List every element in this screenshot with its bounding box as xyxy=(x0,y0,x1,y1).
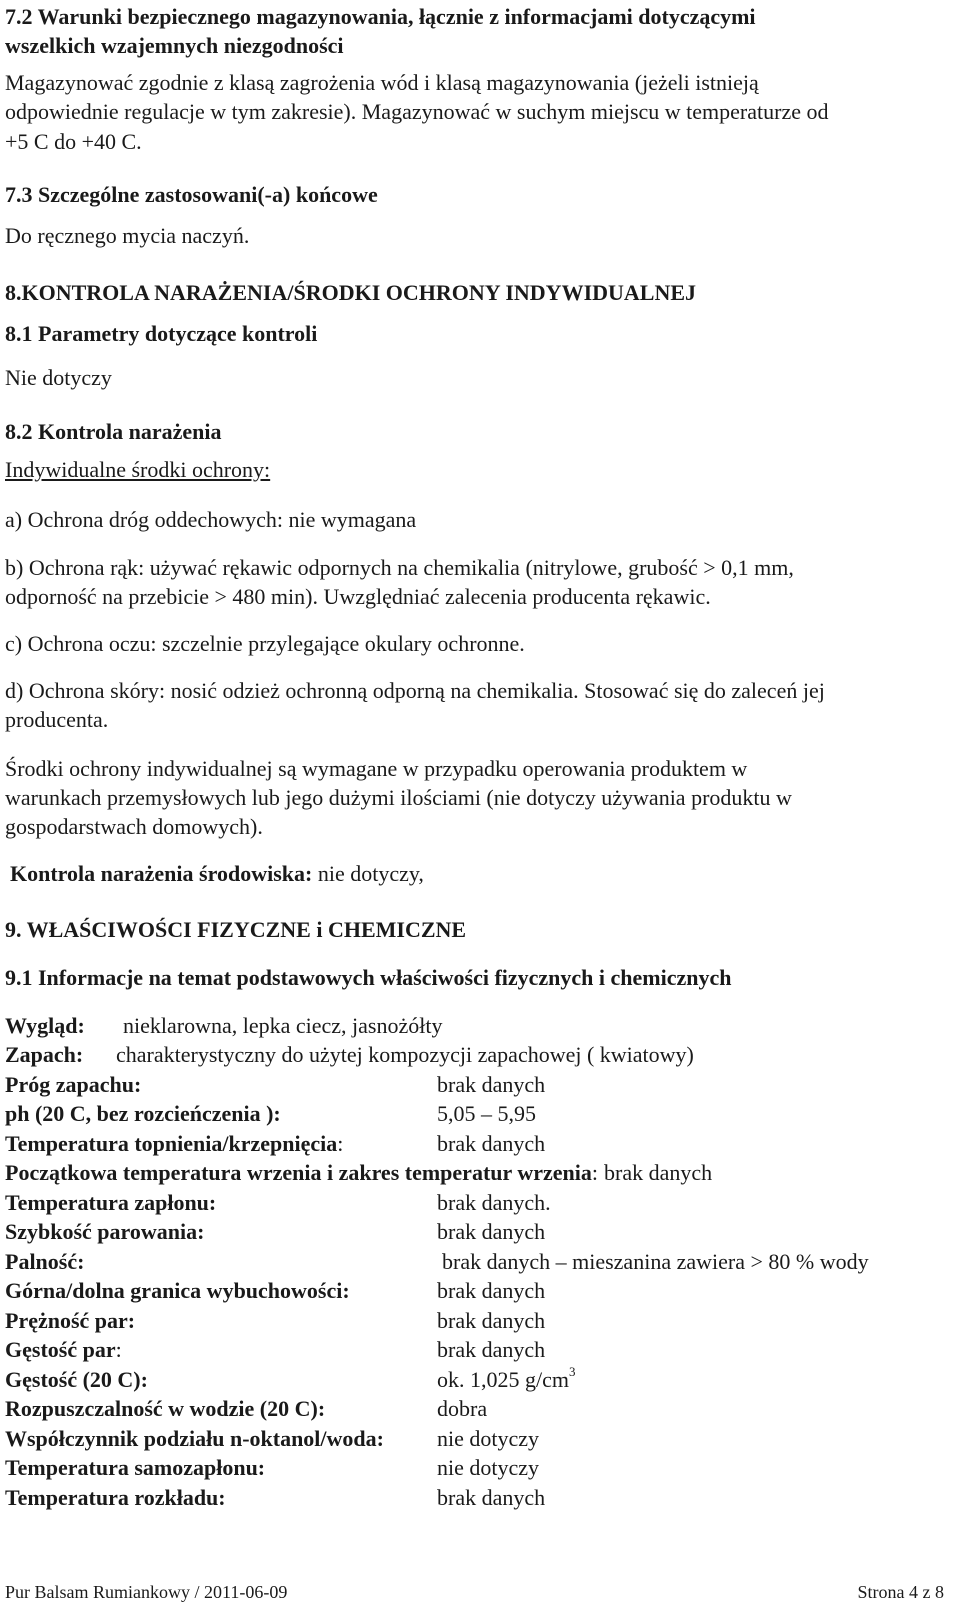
section-8-heading: 8.KONTROLA NARAŻENIA/ŚRODKI OCHRONY INDYWIDUALNEJ xyxy=(5,280,697,305)
property-value: nie dotyczy xyxy=(437,1455,540,1480)
property-label: Próg zapachu: xyxy=(5,1072,142,1097)
property-label: Temperatura samozapłonu: xyxy=(5,1455,266,1480)
property-label: ph (20 C, bez rozcieńczenia ): xyxy=(5,1101,281,1126)
property-row xyxy=(5,1040,694,1069)
property-label: Współczynnik podziału n-oktanol/woda: xyxy=(5,1426,384,1451)
property-label-suffix: : xyxy=(115,1337,122,1362)
property-value: brak danych xyxy=(437,1278,546,1303)
property-value: brak danych. xyxy=(437,1190,551,1215)
protection-hands-cont: odporność na przebicie > 480 min). Uwzględniać zalecenia producenta rękawic. xyxy=(5,584,711,609)
property-row xyxy=(5,1363,576,1394)
section-9-1-heading: 9.1 Informacje na temat podstawowych właściwości fizycznych i chemicznych xyxy=(5,965,732,990)
property-value: ok. 1,025 $g/cm^3$ xyxy=(437,1363,576,1392)
property-value: 5,05 – 5,95 xyxy=(437,1101,536,1126)
section-7-2-text: odpowiednie regulacje w tym zakresie). Magazynować w suchym miejscu w temperaturze od xyxy=(5,99,829,124)
environment-exposure: Kontrola narażenia środowiska: nie dotyczy, xyxy=(10,861,424,886)
property-value: brak danych xyxy=(437,1131,546,1156)
section-8-1-text: Nie dotyczy xyxy=(5,365,112,390)
property-row xyxy=(5,1129,546,1158)
protection-respiratory: a) Ochrona dróg oddechowych: nie wymagana xyxy=(5,507,417,532)
property-label: Gęstość (20 C): xyxy=(5,1367,148,1392)
protection-note: gospodarstwach domowych). xyxy=(5,814,263,839)
protection-skin: d) Ochrona skóry: nosić odzież ochronną odporną na chemikalia. Stosować się do zaleceń jej xyxy=(5,678,825,703)
section-8-1-heading: 8.1 Parametry dotyczące kontroli xyxy=(5,321,318,346)
property-row xyxy=(5,1070,546,1099)
section-8-2-subheading: Indywidualne środki ochrony: xyxy=(5,457,271,482)
property-row xyxy=(5,1335,546,1364)
property-label: Zapach: xyxy=(5,1042,84,1067)
property-row xyxy=(5,1217,546,1246)
footer-document-title: Pur Balsam Rumiankowy / 2011-06-09 xyxy=(5,1582,288,1602)
protection-hands: b) Ochrona rąk: używać rękawic odpornych na chemikalia (nitrylowe, grubość > 0,1 mm, xyxy=(5,555,794,580)
property-value: charakterystyczny do użytej kompozycji zapachowej ( kwiatowy) xyxy=(116,1042,694,1067)
section-9-heading: 9. WŁAŚCIWOŚCI FIZYCZNE i CHEMICZNE xyxy=(5,917,467,942)
property-label: Szybkość parowania: xyxy=(5,1219,205,1244)
property-value: brak danych xyxy=(437,1219,546,1244)
property-label-suffix: : xyxy=(337,1131,344,1156)
property-row xyxy=(5,1483,546,1512)
section-7-3-text: Do ręcznego mycia naczyń. xyxy=(5,223,250,248)
property-value-superscript: 3 xyxy=(569,1363,576,1379)
section-8-2-heading: 8.2 Kontrola narażenia xyxy=(5,419,222,444)
property-label: Prężność par: xyxy=(5,1308,136,1333)
section-7-2-text: +5 C do +40 C. xyxy=(5,129,142,154)
property-row xyxy=(5,1099,536,1128)
section-7-2-text: Magazynować zgodnie z klasą zagrożenia wód i klasą magazynowania (jeżeli istnieją xyxy=(5,70,759,95)
protection-eyes: c) Ochrona oczu: szczelnie przylegające okulary ochronne. xyxy=(5,631,525,656)
property-row xyxy=(5,1247,869,1276)
property-label: Temperatura zapłonu: xyxy=(5,1190,217,1215)
property-label: Temperatura topnienia/krzepnięcia xyxy=(5,1131,338,1156)
property-label-suffix: : xyxy=(591,1160,599,1185)
property-value: brak danych xyxy=(437,1308,546,1333)
protection-note: Środki ochrony indywidualnej są wymagane w przypadku operowania produktem w xyxy=(5,756,748,781)
property-label: Palność: xyxy=(5,1249,85,1274)
property-value: brak danych – mieszanina zawiera > 80 % wody xyxy=(442,1249,869,1274)
property-label: Gęstość par xyxy=(5,1337,116,1362)
protection-skin-cont: producenta. xyxy=(5,707,109,732)
section-7-3-heading: 7.3 Szczególne zastosowani(-a) końcowe xyxy=(5,182,378,207)
property-value: nieklarowna, lepka ciecz, jasnożółty xyxy=(123,1013,443,1038)
property-label: Początkowa temperatura wrzenia i zakres temperatur wrzenia xyxy=(5,1160,592,1185)
footer-page-number: Strona 4 z 8 xyxy=(857,1582,944,1602)
property-label: Górna/dolna granica wybuchowości: xyxy=(5,1278,350,1303)
property-row xyxy=(5,1188,551,1217)
property-value: brak danych xyxy=(437,1337,546,1362)
property-value: brak danych xyxy=(437,1072,546,1097)
property-row xyxy=(5,1158,712,1187)
protection-note: warunkach przemysłowych lub jego dużymi ilościami (nie dotyczy używania produktu w xyxy=(5,785,792,810)
property-label: Wygląd: xyxy=(5,1013,85,1038)
property-row xyxy=(5,1276,546,1305)
property-label: Temperatura rozkładu: xyxy=(5,1485,226,1510)
property-row xyxy=(5,1306,546,1335)
property-row xyxy=(5,1424,540,1453)
section-7-2-heading-cont: wszelkich wzajemnych niezgodności xyxy=(5,33,344,58)
property-value: brak danych xyxy=(604,1160,713,1185)
property-row xyxy=(5,1011,443,1040)
property-value: dobra xyxy=(437,1396,488,1421)
property-label: Rozpuszczalność w wodzie (20 C): xyxy=(5,1396,326,1421)
property-value: brak danych xyxy=(437,1485,546,1510)
property-row xyxy=(5,1453,540,1482)
section-7-2-heading: 7.2 Warunki bezpiecznego magazynowania, łącznie z informacjami dotyczącymi xyxy=(5,4,756,29)
property-value: nie dotyczy xyxy=(437,1426,540,1451)
property-row xyxy=(5,1394,488,1423)
